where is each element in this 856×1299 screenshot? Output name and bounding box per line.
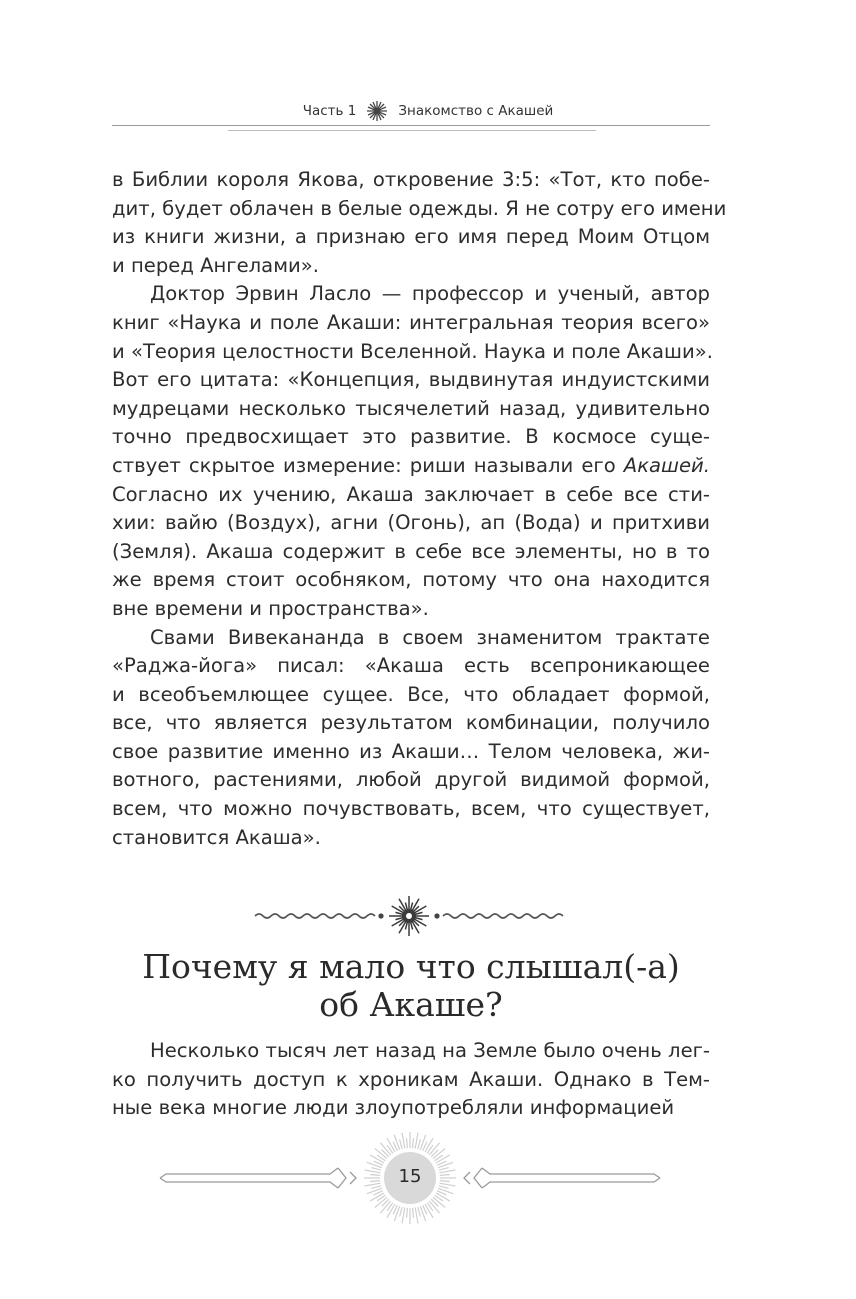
- text-line: хии: вайю (Воздух), агни (Огонь), ап (Вода) и притхиви: [112, 511, 710, 535]
- text-line: же время стоит особняком, потому что она находится: [112, 568, 710, 592]
- text-line: Доктор Эрвин Ласло — профессор и ученый, автор: [150, 282, 710, 306]
- text-line: Несколько тысяч лет назад на Земле было очень лег-: [150, 1039, 710, 1062]
- body-text-bottom: [112, 1037, 710, 1123]
- text-line: вотного, растениями, любой другой видимой формой,: [112, 768, 710, 792]
- running-head-part: Часть 1: [302, 103, 357, 119]
- paragraph: [112, 280, 713, 623]
- text-line: и перед Ангелами».: [112, 253, 319, 277]
- text-line: Вот его цитата: «Концепция, выдвинутая индуистскими: [112, 368, 710, 392]
- text-line: ные века многие люди злоупотребляли информацией: [112, 1096, 675, 1120]
- text-line: мудрецами несколько тысячелетий назад, удивительно: [112, 396, 710, 420]
- section-heading: [112, 948, 710, 1024]
- text-line: (Земля). Акаша содержит в себе все элементы, но в то: [112, 539, 710, 563]
- text-line: становится Акаша».: [112, 825, 321, 849]
- paragraph: [112, 166, 727, 280]
- text-line: и «Теория целостности Вселенной. Наука и поле Акаши».: [112, 339, 713, 363]
- text-line: в Библии короля Якова, откровение 3:5: «Тот, кто побе-: [112, 168, 710, 191]
- star-burst-icon: [366, 100, 388, 122]
- paragraph: [112, 624, 710, 853]
- body-text-top: [112, 166, 727, 852]
- text-line: и всеобъемлющее сущее. Все, что обладает формой,: [112, 682, 710, 706]
- text-line: всем, что можно почувствовать, всем, что существует,: [112, 797, 710, 821]
- sun-ornament-icon: [253, 894, 565, 938]
- section-heading-line-2: об Акаше?: [319, 985, 503, 1024]
- text-line: «Раджа-йога» писал: «Акаша есть всепроникающее: [112, 654, 710, 678]
- text-line: свое развитие именно из Акаши… Телом человека, жи-: [112, 739, 710, 763]
- page-number: 15: [398, 1166, 422, 1187]
- text-line: дит, будет облачен в белые одежды. Я не сотру его имени: [112, 196, 727, 220]
- text-line: книг «Наука и поле Акаши: интегральная теория всего»: [112, 310, 710, 334]
- running-head-chapter: Знакомство с Акашей: [398, 103, 554, 119]
- text-line: Свами Вивекананда в своем знаменитом трактате: [150, 625, 710, 649]
- paragraph: [112, 1037, 710, 1123]
- text-line: ствует скрытое измерение: риши называли его Акашей.: [112, 453, 710, 477]
- header-rule: [112, 125, 710, 126]
- header-rule-short: [228, 130, 596, 131]
- text-line: вне времени и пространства».: [112, 596, 429, 620]
- text-line: ко получить доступ к хроникам Акаши. Однако в Тем-: [112, 1067, 710, 1091]
- running-head: [0, 100, 856, 122]
- section-heading-line-1: Почему я мало что слышал(-а): [142, 947, 680, 986]
- text-line: точно предвосхищает это развитие. В космосе суще-: [112, 425, 710, 449]
- text-line: Согласно их учению, Акаша заключает в себе все сти-: [112, 482, 710, 506]
- text-line: все, что является результатом комбинации, получило: [112, 711, 710, 735]
- text-line: из книги жизни, а признаю его имя перед Моим Отцом: [112, 225, 710, 249]
